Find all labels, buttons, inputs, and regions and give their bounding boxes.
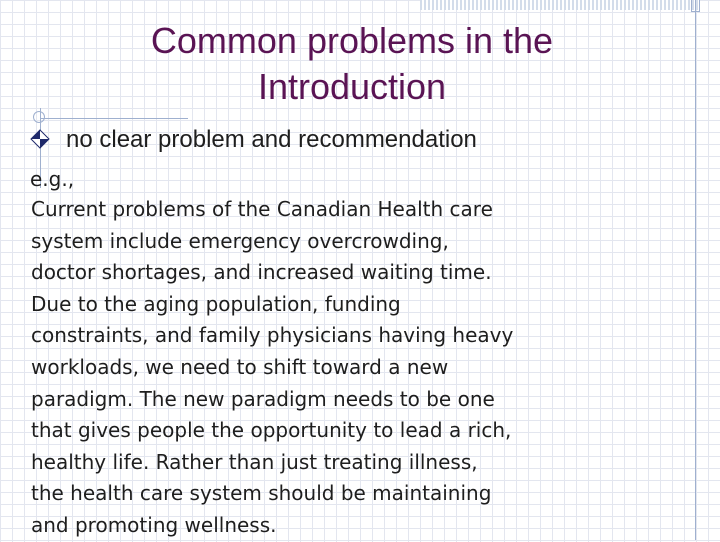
paragraph-line: healthy life. Rather than just treating illness, [31,449,478,474]
paragraph-line: that gives people the opportunity to lead a rich, [31,418,512,443]
paragraph-line: Due to the aging population, funding [31,291,401,316]
right-rule-tick [691,0,700,12]
paragraph-line: Current problems of the Canadian Health care [31,197,493,221]
paragraph-line: paradigm. The new paradigm needs to be one [31,386,495,411]
paragraph-line: and promoting wellness. [31,512,277,537]
right-vertical-rule [695,0,696,540]
title-underline-rule [40,118,188,119]
paragraph-line: constraints, and family physicians having heavy [31,323,514,348]
rule-crosshair-circle [33,111,45,123]
paragraph-line: doctor shortages, and increased waiting time. [31,260,492,285]
paragraph-line: the health care system should be maintaining [31,481,492,506]
diamond-bullet-icon [30,129,50,149]
example-paragraph [31,194,671,542]
title-line-1: Common problems in the [150,20,554,61]
bullet-text: no clear problem and recommendation [66,126,477,153]
title-line-2: Introduction [257,66,447,107]
slide-title [96,18,608,110]
example-label: e.g., [30,167,75,191]
bullet-item [30,124,477,156]
paragraph-line: workloads, we need to shift toward a new [31,354,449,379]
paragraph-line: system include emergency overcrowding, [31,228,449,253]
top-decoration-strip [420,0,700,10]
